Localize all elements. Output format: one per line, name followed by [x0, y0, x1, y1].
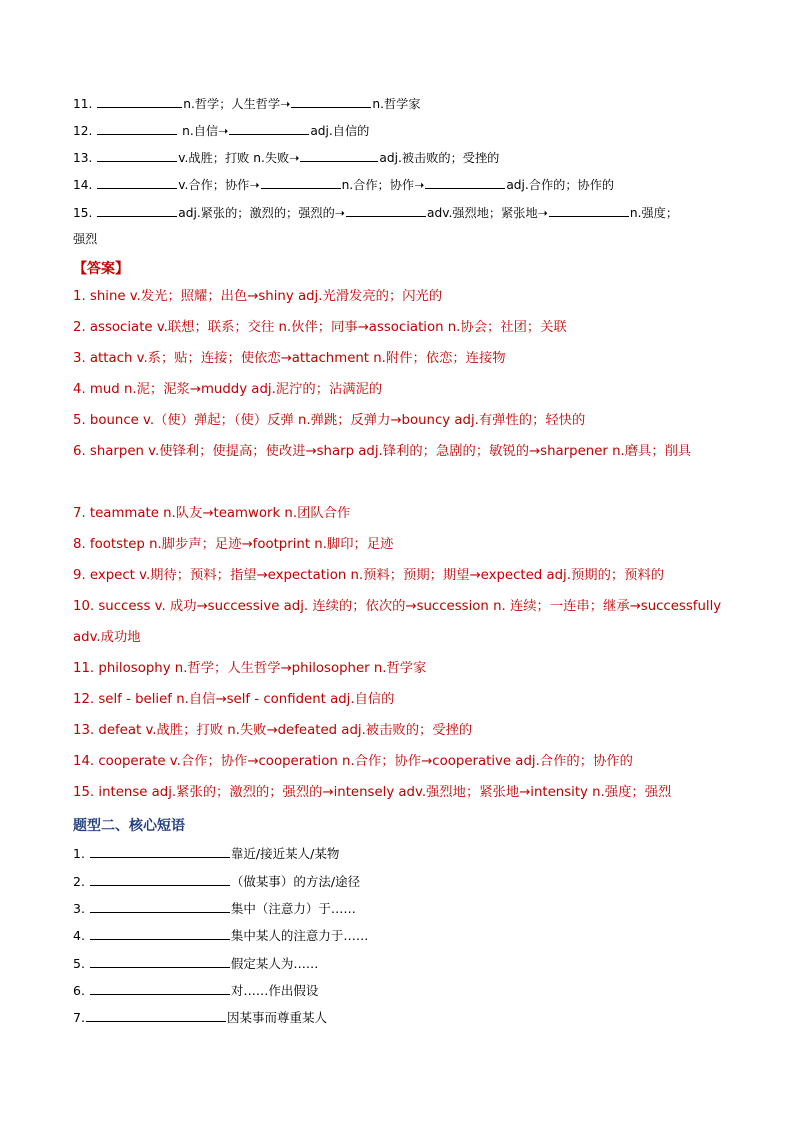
- phrase-number: 6.: [73, 983, 85, 998]
- phrase-item: [73, 845, 339, 863]
- answer-blank[interactable]: [97, 204, 177, 217]
- exercise-text: adv.强烈地；紧张地➝: [427, 206, 548, 220]
- answer-line: 14. cooperate v.合作；协作→cooperation n.合作；协作→cooperative adj.合作的；协作的: [73, 754, 633, 769]
- answer-blank[interactable]: [300, 149, 378, 162]
- phrase-text: （做某事）的方法/途径: [230, 874, 361, 889]
- answer-blank[interactable]: [86, 1009, 226, 1022]
- answer-line: 8. footstep n.脚步声；足迹→footprint n.脚印；足迹: [73, 537, 394, 552]
- exercise-number: 13.: [73, 151, 93, 165]
- exercise-text: adj.被击败的；受挫的: [379, 151, 500, 165]
- exercise-text: n.自信➝: [182, 124, 229, 138]
- exercise-text: adj.合作的；协作的: [506, 178, 615, 192]
- exercise-number: 11.: [73, 97, 93, 111]
- answer-blank[interactable]: [90, 955, 230, 968]
- phrase-number: 1.: [73, 846, 85, 861]
- phrase-number: 4.: [73, 928, 85, 943]
- answer-line: 7. teammate n.队友→teamwork n.团队合作: [73, 506, 351, 521]
- answer-blank[interactable]: [229, 122, 309, 135]
- answer-line: 10. success v. 成功→successive adj. 连续的；依次的→succession n. 连续；一连串；继承→successfully adv.成功地: [73, 599, 722, 645]
- phrase-item: [73, 1009, 327, 1027]
- answer-blank[interactable]: [90, 845, 230, 858]
- exercise-text: n.强度；: [629, 206, 679, 220]
- phrase-number: 2.: [73, 874, 85, 889]
- answer-line: 12. self - belief n.自信→self - confident adj.自信的: [73, 692, 395, 707]
- exercise-line: [73, 176, 614, 193]
- exercise-number: 12.: [73, 124, 93, 138]
- phrase-number: 5.: [73, 956, 85, 971]
- answer-blank[interactable]: [90, 873, 230, 886]
- exercise-number: 14.: [73, 178, 93, 192]
- phrase-text: 集中（注意力）于……: [230, 901, 356, 916]
- phrase-text: 假定某人为……: [230, 956, 319, 971]
- phrase-item: [73, 955, 318, 973]
- phrase-number: 7.: [73, 1010, 85, 1025]
- answer-line: 9. expect v.期待；预料；指望→expectation n.预料；预期；期望→expected adj.预期的；预料的: [73, 568, 665, 583]
- answer-line: 6. sharpen v.使锋利；使提高；使改进→sharp adj.锋利的；急剧的；敏锐的→sharpener n.磨具；削具: [73, 444, 692, 459]
- phrase-item: [73, 900, 356, 918]
- exercise-continuation: 强烈: [73, 232, 98, 246]
- answer-blank[interactable]: [346, 204, 426, 217]
- exercise-text: adj.紧张的；激烈的；强烈的➝: [178, 206, 346, 220]
- answer-line: 15. intense adj.紧张的；激烈的；强烈的→intensely adv.强烈地；紧张地→intensity n.强度；强烈: [73, 785, 672, 800]
- section-title: 题型二、核心短语: [73, 818, 185, 834]
- answer-line: 13. defeat v.战胜；打败 n.失败→defeated adj.被击败的；受挫的: [73, 723, 473, 738]
- answer-blank[interactable]: [549, 204, 629, 217]
- exercise-text: v.战胜；打败 n.失败➝: [178, 151, 300, 165]
- answer-line: 4. mud n.泥；泥浆→muddy adj.泥泞的；沾满泥的: [73, 382, 383, 397]
- exercise-line: [73, 122, 369, 139]
- answer-blank[interactable]: [90, 982, 230, 995]
- answer-blank[interactable]: [90, 927, 230, 940]
- phrase-text: 对……作出假设: [230, 983, 319, 998]
- exercise-text: v.合作；协作➝: [178, 178, 260, 192]
- exercise-text: n.合作；协作➝: [341, 178, 425, 192]
- phrase-item: [73, 873, 360, 891]
- answers-heading: 【答案】: [73, 261, 129, 277]
- exercise-text: n.哲学；人生哲学➝: [183, 97, 291, 111]
- phrase-number: 3.: [73, 901, 85, 916]
- answer-line: 3. attach v.系；贴；连接；使依恋→attachment n.附件；依恋；连接物: [73, 351, 506, 366]
- phrase-item: [73, 927, 368, 945]
- phrase-text: 因某事而尊重某人: [226, 1010, 327, 1025]
- answer-blank[interactable]: [291, 95, 371, 108]
- exercise-line: [73, 204, 678, 221]
- exercise-number: 15.: [73, 206, 93, 220]
- answer-blank[interactable]: [261, 176, 341, 189]
- answer-line: 1. shine v.发光；照耀；出色→shiny adj.光滑发亮的；闪光的: [73, 289, 443, 304]
- answer-line: 11. philosophy n.哲学；人生哲学→philosopher n.哲学家: [73, 661, 427, 676]
- exercise-text: adj.自信的: [310, 124, 370, 138]
- answer-blank[interactable]: [97, 149, 177, 162]
- answer-line: 2. associate v.联想；联系；交往 n.伙伴；同事→association n.协会；社团；关联: [73, 320, 567, 335]
- answer-blank[interactable]: [97, 95, 182, 108]
- phrase-item: [73, 982, 318, 1000]
- answer-blank[interactable]: [90, 900, 230, 913]
- phrase-text: 集中某人的注意力于……: [230, 928, 369, 943]
- answer-blank[interactable]: [425, 176, 505, 189]
- exercise-line: [73, 149, 499, 166]
- exercise-line: [73, 95, 421, 112]
- exercise-text: n.哲学家: [372, 97, 421, 111]
- answer-blank[interactable]: [97, 176, 177, 189]
- phrase-text: 靠近/接近某人/某物: [230, 846, 340, 861]
- answer-blank[interactable]: [97, 122, 177, 135]
- answer-line: 5. bounce v.（使）弹起；（使）反弹 n.弹跳；反弹力→bouncy adj.有弹性的；轻快的: [73, 413, 586, 428]
